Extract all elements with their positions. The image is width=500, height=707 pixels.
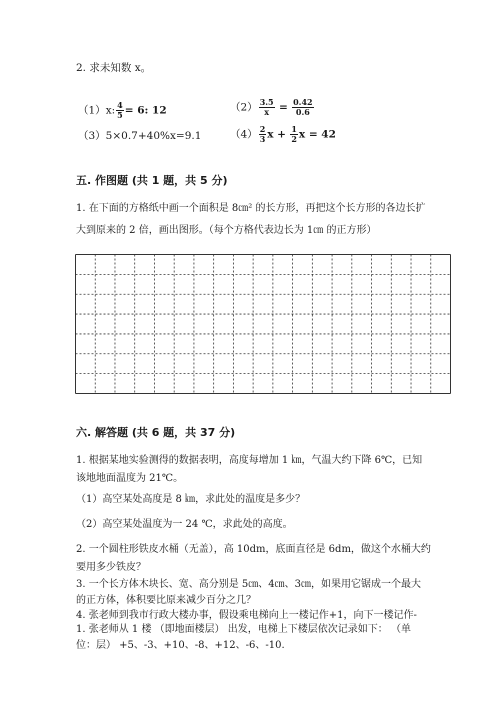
fraction-denominator: x bbox=[264, 107, 270, 117]
problem-2-line-2: 要用多少铁皮？ bbox=[76, 562, 146, 573]
equation-1 bbox=[78, 101, 167, 120]
problem-1-line-1: 1. 根据某地实验测得的数据表明，高度每增加 1 ㎞，气温大约下降 6℃，已知 bbox=[76, 455, 423, 466]
problem-1-subquestion-1: （1）高空某处高度是 8 ㎞，求此处的温度是多少？ bbox=[76, 494, 306, 505]
problem-3-line-1: 3. 一个长方体木块长、宽、高分别是 5㎝、4㎝、3㎝，如果用它锯成一个最大 bbox=[76, 579, 421, 590]
equation-2 bbox=[230, 98, 315, 117]
equation-2-fraction-left bbox=[259, 98, 275, 117]
section-5-title: 五. 作图题 (共 1 题，共 5 分) bbox=[76, 174, 228, 187]
equation-4-fraction-2 bbox=[290, 125, 298, 144]
fraction-denominator: 0.6 bbox=[295, 107, 310, 117]
fraction-numerator: 3.5 bbox=[259, 97, 274, 107]
fraction-denominator: 3 bbox=[259, 134, 266, 144]
equation-4-label: （4） bbox=[230, 128, 258, 141]
equation-1-label: （1） bbox=[78, 104, 106, 117]
problem-4-line-2: 1. 张老师从 1 楼 （即地面楼层） 出发，电梯上下楼层依次记录如下： （单 bbox=[76, 624, 411, 635]
equation-2-equals: = bbox=[278, 101, 288, 114]
equation-1-fraction bbox=[116, 101, 124, 120]
problem-4-line-3: 位：层） +5、-3、+10、-8、+12、-6、-10. bbox=[76, 640, 285, 651]
fraction-denominator: 2 bbox=[291, 134, 297, 144]
question-2-title: 2. 求未知数 x。 bbox=[76, 62, 152, 74]
equation-1-rhs: = 6: 12 bbox=[124, 104, 167, 117]
problem-1-subquestion-2: （2）高空某处温度为一 24 ℃，求此处的高度。 bbox=[76, 519, 293, 530]
section-6-title: 六. 解答题 (共 6 题，共 37 分) bbox=[76, 426, 236, 439]
grid-paper bbox=[75, 254, 451, 394]
equation-4-fraction-1 bbox=[259, 125, 267, 144]
fraction-numerator: 4 bbox=[117, 100, 123, 110]
equation-3: （3）5×0.7+40%x=9.1 bbox=[78, 130, 202, 142]
section-5-question-line-2: 大到原来的 2 倍，画出图形。（每个方格代表边长为 1㎝ 的正方形） bbox=[76, 225, 377, 236]
equation-4-end: x = 42 bbox=[298, 128, 336, 141]
equation-4-middle: x + bbox=[267, 128, 286, 141]
equation-2-label: （2） bbox=[230, 101, 258, 114]
equation-2-fraction-right bbox=[292, 98, 313, 117]
problem-4-line-1: 4. 张老师到我市行政大楼办事，假设乘电梯向上一楼记作+1，向下一楼记作- bbox=[76, 610, 417, 621]
equation-4 bbox=[230, 125, 336, 144]
problem-1-line-2: 该地地面温度为 21℃。 bbox=[76, 473, 184, 484]
fraction-denominator: 5 bbox=[117, 110, 123, 120]
problem-3-line-2: 的正方体，体积要比原来减少百分之几？ bbox=[76, 595, 256, 606]
fraction-numerator: 1 bbox=[291, 124, 297, 134]
equation-1-x: x: bbox=[105, 104, 116, 117]
fraction-numerator: 0.42 bbox=[293, 97, 313, 107]
problem-2-line-1: 2. 一个圆柱形铁皮水桶（无盖），高 10dm，底面直径是 6dm，做这个水桶大约 bbox=[76, 544, 431, 555]
section-5-question-line-1: 1. 在下面的方格纸中画一个面积是 8㎝² 的长方形，再把这个长方形的各边长扩 bbox=[76, 203, 426, 214]
fraction-numerator: 2 bbox=[259, 124, 266, 134]
